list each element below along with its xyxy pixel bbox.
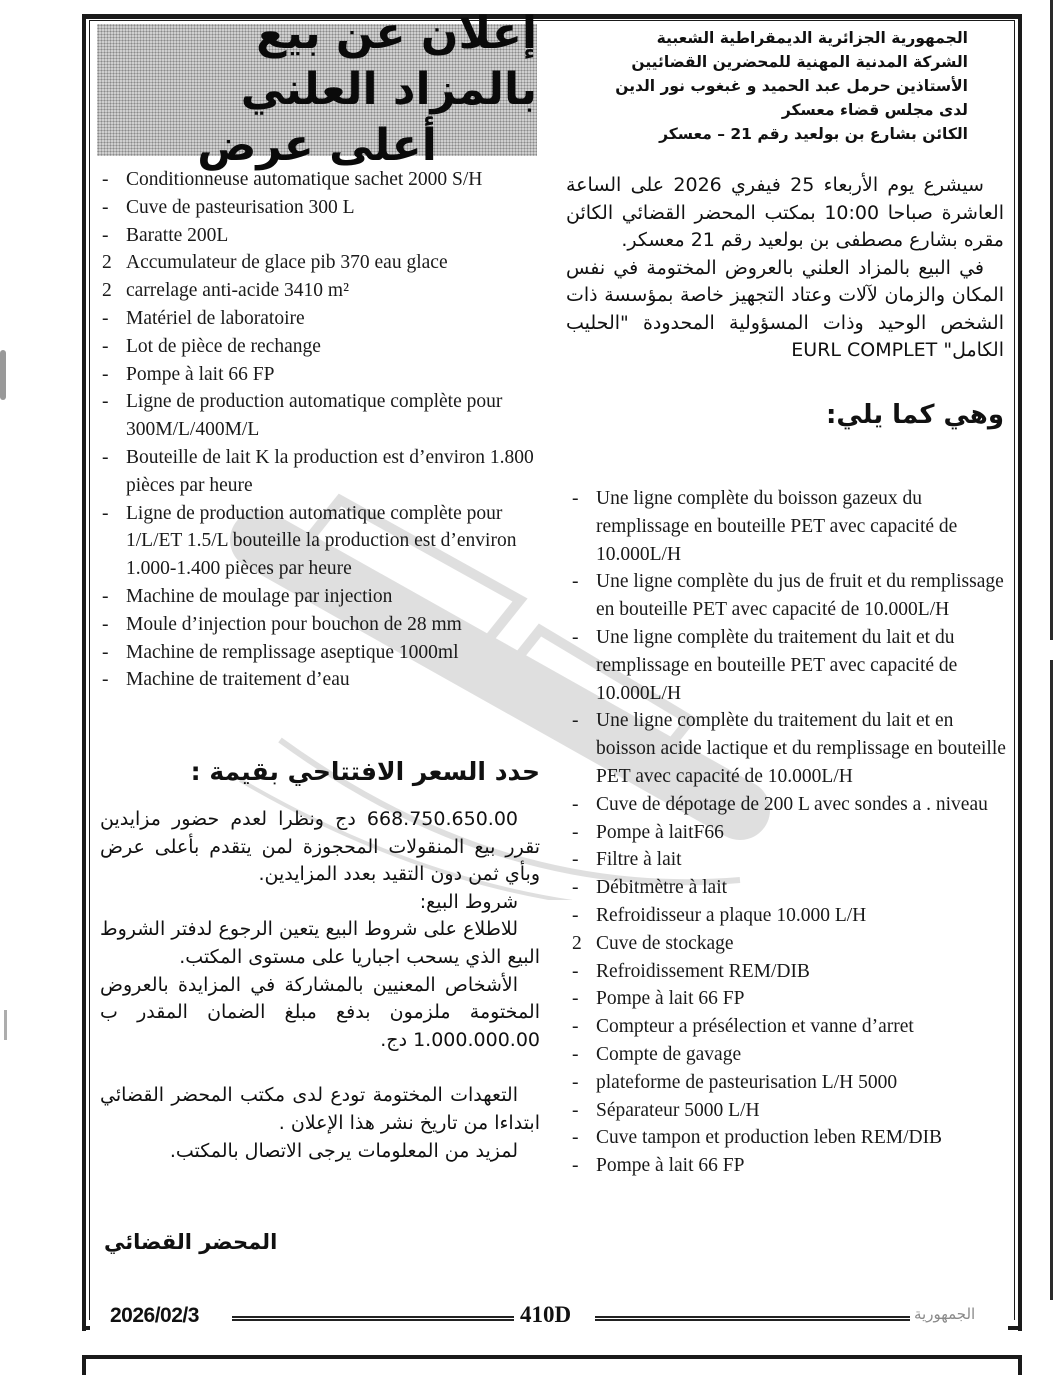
intro-paragraph-sale: في البيع بالمزاد العلني بالعروض المختومة في نفس المكان والزمان لآلات وعتاد التجهيز خاصة بمؤسسة ذات الشخص الوحيد وذات المسؤولية المحدودة "الحليب الكامل" EURL COMPLET [566,256,1004,361]
list-item-text: Une ligne complète du jus de fruit et du remplissage en bouteille PET avec capacité de 10.000L/H [596,571,1004,621]
list-item [571,1097,1011,1125]
list-item-text: Matériel de laboratoire [126,307,305,329]
list-item [101,583,541,611]
list-bullet: - [102,613,109,635]
list-item-text: Débitmètre à lait [596,877,728,899]
conditions-paragraph: للاطلاع على شروط البيع يتعين الرجوع لدفتر الشروط البيع الذي يسحب اجباريا على مستوى المكتب. [100,918,540,968]
list-bullet: - [572,877,579,899]
list-item-text: Refroidisseur a plaque 10.000 L/H [596,904,867,926]
list-bullet: - [572,488,579,509]
header-line: لدى مجلس قضاء معسكر [781,101,968,119]
list-item-text: Machine de remplissage aseptique 1000ml [126,641,459,663]
list-item-text: Accumulateur de glace pib 370 eau glace [126,252,448,274]
page-edge-line [1050,0,1053,640]
page-edge-mark [0,350,6,400]
list-item-text: Ligne de production automatique complète pour 300M/L/400M/L [126,391,503,441]
list-item-text: Compteur a présélection et vanne d’arret [596,1016,914,1038]
list-item [101,639,541,667]
conditions-label: شروط البيع: [419,890,518,913]
bailiff-signature: المحضر القضائي [104,1230,278,1254]
list-item-text: Refroidissement REM/DIB [596,960,810,982]
list-item-text: Pompe à lait 66 FP [596,988,745,1010]
list-bullet: - [572,960,579,982]
newspaper-name: الجمهورية [914,1305,976,1323]
list-item-text: Pompe à laitF66 [596,821,724,843]
footer-rule [232,1316,514,1321]
list-bullet: - [102,669,109,691]
list-bullet: 2 [572,932,582,954]
list-item [571,874,1011,902]
list-item [101,222,541,250]
intro-paragraph-date: سيشرع يوم الأربعاء 25 فيفري 2026 على الساعة العاشرة صباحا 10:00 بمكتب المحضر القضائي الكائن مقره بشارع مصطفى بن بولعيد رقم 21 معسكر. [566,174,1004,251]
list-item [571,930,1011,958]
list-item-text: Cuve tampon et production leben REM/DIB [596,1127,943,1149]
list-bullet: - [102,641,109,663]
list-bullet: - [102,307,109,329]
opening-price-heading: حدد السعر الافتتاحي بقيمة : [190,757,540,786]
header-line: الشركة المدنية المهنية للمحضرين القضائيين [631,53,968,71]
page-edge-line [1050,660,1053,1300]
issuer-header [548,26,968,146]
list-bullet: - [102,224,109,246]
frame-corner [1008,1300,1022,1330]
list-bullet: 2 [102,280,112,302]
list-item-text: Cuve de pasteurisation 300 L [126,196,355,218]
list-item [571,791,1011,819]
list-item-text: Bouteille de lait K la production est d’environ 1.800 pièces par heure [126,446,534,496]
items-heading: وهي كما يلي: [826,400,1004,430]
list-item [571,846,1011,874]
list-item [571,1013,1011,1041]
list-bullet: - [102,391,109,413]
list-item [101,611,541,639]
list-item-text: Séparateur 5000 L/H [596,1099,760,1121]
list-bullet: - [572,1043,579,1065]
list-item-text: Conditionneuse automatique sachet 2000 S/H [126,169,483,190]
list-item [571,819,1011,847]
list-item [571,958,1011,986]
list-item-text: Cuve de stockage [596,932,734,954]
list-bullet: - [102,585,109,607]
ad-title-line-2: أعلى عرض [197,120,437,171]
list-item [101,166,541,194]
list-item [101,388,541,444]
list-bullet: - [102,335,109,357]
list-bullet: - [572,710,579,732]
list-item-text: Pompe à lait 66 FP [126,363,275,385]
ad-code: 410D [520,1302,572,1327]
list-item [101,277,541,305]
list-item-text: Une ligne complète du boisson gazeux du remplissage en bouteille PET avec capacité de 10.000L/H [596,488,958,565]
header-line: الكائن بشارع بن بولعيد رقم 21 – معسكر [659,125,968,143]
list-bullet: 2 [102,252,112,274]
list-item-text: Machine de moulage par injection [126,585,393,607]
ad-title-line-1: إعلان عن بيع بالمزاد العلني [240,8,537,115]
list-item [571,1041,1011,1069]
frame-corner [82,1300,90,1330]
list-item [571,1152,1011,1180]
list-item-text: Compte de gavage [596,1043,742,1065]
page-edge-mark [4,1010,7,1040]
submission-paragraph: التعهدات المختومة تودع لدى مكتب المحضر القضائي ابتداءا من تاريخ نشر هذا الإعلان . [100,1084,540,1134]
header-line: الأستاذين حرمل عبد الحميد و غبغوب نور الدين [615,77,968,95]
list-item-text: carrelage anti-acide 3410 m² [126,280,349,302]
sale-terms-block [100,806,540,1165]
list-bullet: - [572,1016,579,1038]
ad-title-box [97,8,537,171]
contact-paragraph: لمزيد من المعلومات يرجى الاتصال بالمكتب. [169,1139,518,1162]
opening-price-paragraph: 668.750.650.00 دج ونظرا لعدم حضور مزايدين تقرر بيع المنقولات المحجوزة لمن يتقدم بأعلى عرض وبأي ثمن دون التقيد بعدد المزايدين. [100,808,540,886]
list-item [101,194,541,222]
list-bullet: - [102,446,109,468]
list-item-text: Moule d’injection pour bouchon de 28 mm [126,613,462,635]
list-bullet: - [572,849,579,871]
footer-rule [595,1316,910,1321]
list-item-text: plateforme de pasteurisation L/H 5000 [596,1071,898,1093]
header-line: الجمهورية الجزائرية الديمقراطية الشعبية [656,29,968,47]
list-item [101,444,541,500]
list-bullet: - [102,196,109,218]
list-item [571,902,1011,930]
list-bullet: - [572,626,579,648]
list-item [571,707,1011,790]
list-bullet: - [572,1155,579,1177]
list-item-text: Cuve de dépotage de 200 L avec sondes a . niveau [596,793,988,815]
list-item [571,485,1011,568]
list-bullet: - [572,1071,579,1093]
list-bullet: - [102,363,109,385]
list-bullet: - [572,821,579,843]
list-item-text: Machine de traitement d’eau [126,669,350,691]
equipment-list-right [571,485,1011,1180]
list-item [571,985,1011,1013]
list-bullet: - [102,502,109,524]
list-bullet: - [572,793,579,815]
list-item [571,1124,1011,1152]
list-item [101,666,541,694]
list-item [101,249,541,277]
list-item [571,568,1011,624]
list-item-text: Une ligne complète du traitement du lait et en boisson acide lactique et du remplissage en bouteille PET avec capacité de 10.000L/H [596,710,1006,787]
list-bullet: - [572,1099,579,1121]
list-bullet: - [572,571,579,593]
ad-footer [82,1300,1022,1330]
guarantee-paragraph: الأشخاص المعنيين بالمشاركة في المزايدة بالعروض المختومة ملزمون بدفع مبلغ الضمان المقدر ب 1.000.000.00 دج. [100,973,540,1051]
list-item [571,624,1011,707]
list-bullet: - [102,169,109,190]
list-item [101,361,541,389]
list-item-text: Ligne de production automatique complète pour 1/L/ET 1.5/L bouteille la production est d’environ 1.000-1.400 pièces par heure [126,502,517,580]
next-ad-frame [82,1355,1022,1375]
list-item-text: Pompe à lait 66 FP [596,1155,745,1177]
list-item-text: Une ligne complète du traitement du lait et du remplissage en bouteille PET avec capacité de 10.000L/H [596,626,958,704]
list-item-text: Baratte 200L [126,224,229,246]
list-bullet: - [572,1127,579,1149]
list-item-text: Filtre à lait [596,849,682,871]
list-bullet: - [572,904,579,926]
list-item [101,333,541,361]
publication-date: 2026/02/3 [110,1304,199,1327]
list-item-text: Lot de pièce de rechange [126,335,321,357]
list-bullet: - [572,988,579,1010]
list-item [101,305,541,333]
intro-text [566,172,1004,365]
equipment-list-left [101,166,541,694]
list-item [101,500,541,583]
list-item [571,1069,1011,1097]
